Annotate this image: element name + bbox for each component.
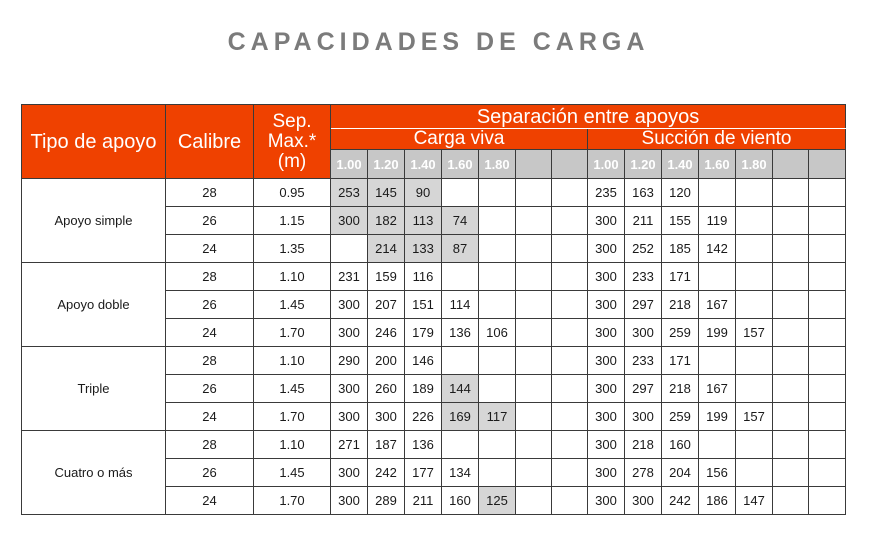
- succion-cell: 300: [588, 403, 625, 431]
- succion-cell: 252: [625, 235, 662, 263]
- succion-cell: 167: [699, 291, 736, 319]
- succion-cell: 204: [662, 459, 699, 487]
- carga-viva-cell: 159: [368, 263, 405, 291]
- tipo-de-apoyo-cell: Apoyo doble: [22, 263, 166, 347]
- sub-header-cell: [552, 150, 588, 179]
- header-tipo-de-apoyo: Tipo de apoyo: [22, 105, 166, 179]
- succion-cell: 120: [662, 179, 699, 207]
- carga-viva-cell: [442, 179, 479, 207]
- succion-cell: [809, 263, 846, 291]
- load-capacity-table: [21, 104, 846, 515]
- succion-cell: 300: [625, 319, 662, 347]
- calibre-cell: 26: [166, 375, 254, 403]
- carga-viva-cell: [516, 431, 552, 459]
- succion-cell: 300: [625, 487, 662, 515]
- table-header: [22, 105, 846, 179]
- calibre-cell: 28: [166, 263, 254, 291]
- carga-viva-cell: [516, 179, 552, 207]
- calibre-cell: 28: [166, 431, 254, 459]
- carga-viva-cell: 300: [331, 291, 368, 319]
- carga-viva-cell: [552, 459, 588, 487]
- succion-cell: [773, 375, 809, 403]
- sub-header-cell: 1.20: [625, 150, 662, 179]
- succion-cell: 300: [588, 235, 625, 263]
- calibre-cell: 28: [166, 347, 254, 375]
- header-sep-max-line3: (m): [277, 150, 307, 172]
- calibre-cell: 28: [166, 179, 254, 207]
- succion-cell: [699, 263, 736, 291]
- sub-header-cell: 1.00: [331, 150, 368, 179]
- carga-viva-cell: [479, 291, 516, 319]
- carga-viva-cell: [552, 487, 588, 515]
- carga-viva-cell: 300: [331, 403, 368, 431]
- carga-viva-cell: [516, 319, 552, 347]
- carga-viva-cell: 146: [405, 347, 442, 375]
- page-title: CAPACIDADES DE CARGA: [227, 28, 650, 56]
- sub-header-cell: 1.60: [442, 150, 479, 179]
- carga-viva-cell: 300: [331, 207, 368, 235]
- succion-cell: 233: [625, 263, 662, 291]
- carga-viva-cell: 300: [331, 319, 368, 347]
- table-row: [22, 263, 846, 291]
- succion-cell: 157: [736, 403, 773, 431]
- sub-header-cell: 1.40: [405, 150, 442, 179]
- sep-max-cell: 1.10: [254, 347, 331, 375]
- calibre-cell: 26: [166, 291, 254, 319]
- calibre-cell: 26: [166, 459, 254, 487]
- succion-cell: 147: [736, 487, 773, 515]
- sep-max-cell: 1.70: [254, 403, 331, 431]
- carga-viva-cell: [516, 291, 552, 319]
- succion-cell: 185: [662, 235, 699, 263]
- succion-cell: [773, 291, 809, 319]
- carga-viva-cell: 116: [405, 263, 442, 291]
- carga-viva-cell: 125: [479, 487, 516, 515]
- carga-viva-cell: [552, 291, 588, 319]
- sep-max-cell: 1.35: [254, 235, 331, 263]
- carga-viva-cell: [479, 375, 516, 403]
- sep-max-cell: 1.45: [254, 459, 331, 487]
- succion-cell: [736, 375, 773, 403]
- tipo-de-apoyo-cell: Cuatro o más: [22, 431, 166, 515]
- succion-cell: [736, 263, 773, 291]
- table-row: [22, 179, 846, 207]
- succion-cell: 242: [662, 487, 699, 515]
- succion-cell: [736, 459, 773, 487]
- succion-cell: 142: [699, 235, 736, 263]
- succion-cell: [736, 207, 773, 235]
- succion-cell: [736, 235, 773, 263]
- succion-cell: 199: [699, 403, 736, 431]
- carga-viva-cell: [516, 207, 552, 235]
- carga-viva-cell: 136: [405, 431, 442, 459]
- succion-cell: [773, 431, 809, 459]
- carga-viva-cell: [552, 375, 588, 403]
- table-body: [22, 179, 846, 515]
- carga-viva-cell: 231: [331, 263, 368, 291]
- carga-viva-cell: 253: [331, 179, 368, 207]
- succion-cell: [773, 207, 809, 235]
- table-row: [22, 431, 846, 459]
- succion-cell: [809, 431, 846, 459]
- calibre-cell: 26: [166, 207, 254, 235]
- succion-cell: [809, 487, 846, 515]
- sub-header-cell: [516, 150, 552, 179]
- carga-viva-cell: [442, 263, 479, 291]
- carga-viva-cell: [479, 179, 516, 207]
- carga-viva-cell: [516, 403, 552, 431]
- tipo-de-apoyo-cell: Triple: [22, 347, 166, 431]
- carga-viva-cell: [479, 459, 516, 487]
- sep-max-cell: 0.95: [254, 179, 331, 207]
- succion-cell: [736, 347, 773, 375]
- carga-viva-cell: [552, 403, 588, 431]
- carga-viva-cell: 246: [368, 319, 405, 347]
- sub-header-cell: 1.80: [479, 150, 516, 179]
- carga-viva-cell: 187: [368, 431, 405, 459]
- carga-viva-cell: 169: [442, 403, 479, 431]
- header-carga-viva: Carga viva: [331, 129, 588, 150]
- header-separacion: Separación entre apoyos: [331, 105, 846, 129]
- succion-cell: 156: [699, 459, 736, 487]
- carga-viva-cell: [479, 347, 516, 375]
- calibre-cell: 24: [166, 235, 254, 263]
- succion-cell: 297: [625, 291, 662, 319]
- tipo-de-apoyo-cell: Apoyo simple: [22, 179, 166, 263]
- carga-viva-cell: 300: [331, 459, 368, 487]
- succion-cell: 155: [662, 207, 699, 235]
- succion-cell: 300: [588, 207, 625, 235]
- succion-cell: [736, 291, 773, 319]
- succion-cell: [773, 179, 809, 207]
- succion-cell: [809, 235, 846, 263]
- carga-viva-cell: 136: [442, 319, 479, 347]
- succion-cell: 300: [588, 291, 625, 319]
- carga-viva-cell: 145: [368, 179, 405, 207]
- carga-viva-cell: 133: [405, 235, 442, 263]
- succion-cell: 300: [588, 431, 625, 459]
- succion-cell: [699, 347, 736, 375]
- carga-viva-cell: 189: [405, 375, 442, 403]
- carga-viva-cell: [552, 431, 588, 459]
- succion-cell: 218: [662, 375, 699, 403]
- carga-viva-cell: 289: [368, 487, 405, 515]
- carga-viva-cell: [552, 347, 588, 375]
- carga-viva-cell: 87: [442, 235, 479, 263]
- sep-max-cell: 1.45: [254, 291, 331, 319]
- succion-cell: [736, 431, 773, 459]
- carga-viva-cell: 151: [405, 291, 442, 319]
- succion-cell: 300: [588, 459, 625, 487]
- sub-header-cell: 1.80: [736, 150, 773, 179]
- carga-viva-cell: [479, 263, 516, 291]
- succion-cell: 119: [699, 207, 736, 235]
- sep-max-cell: 1.45: [254, 375, 331, 403]
- succion-cell: 278: [625, 459, 662, 487]
- carga-viva-cell: 182: [368, 207, 405, 235]
- succion-cell: 218: [662, 291, 699, 319]
- succion-cell: [809, 207, 846, 235]
- carga-viva-cell: 117: [479, 403, 516, 431]
- sub-header-cell: 1.60: [699, 150, 736, 179]
- carga-viva-cell: 200: [368, 347, 405, 375]
- carga-viva-cell: 113: [405, 207, 442, 235]
- carga-viva-cell: 177: [405, 459, 442, 487]
- carga-viva-cell: [516, 375, 552, 403]
- carga-viva-cell: 90: [405, 179, 442, 207]
- carga-viva-cell: [552, 207, 588, 235]
- calibre-cell: 24: [166, 487, 254, 515]
- carga-viva-cell: 211: [405, 487, 442, 515]
- sub-header-cell: [809, 150, 846, 179]
- sub-header-cell: 1.40: [662, 150, 699, 179]
- succion-cell: 259: [662, 319, 699, 347]
- carga-viva-cell: 290: [331, 347, 368, 375]
- succion-cell: 300: [588, 263, 625, 291]
- sep-max-cell: 1.70: [254, 487, 331, 515]
- calibre-cell: 24: [166, 319, 254, 347]
- carga-viva-cell: 260: [368, 375, 405, 403]
- succion-cell: [773, 487, 809, 515]
- succion-cell: 163: [625, 179, 662, 207]
- succion-cell: [699, 431, 736, 459]
- carga-viva-cell: [516, 487, 552, 515]
- carga-viva-cell: 114: [442, 291, 479, 319]
- header-sep-max: [254, 105, 331, 179]
- succion-cell: 233: [625, 347, 662, 375]
- succion-cell: 199: [699, 319, 736, 347]
- carga-viva-cell: 144: [442, 375, 479, 403]
- sep-max-cell: 1.70: [254, 319, 331, 347]
- succion-cell: [809, 319, 846, 347]
- succion-cell: 157: [736, 319, 773, 347]
- carga-viva-cell: 300: [368, 403, 405, 431]
- carga-viva-cell: [479, 207, 516, 235]
- carga-viva-cell: 106: [479, 319, 516, 347]
- carga-viva-cell: [552, 235, 588, 263]
- carga-viva-cell: [479, 235, 516, 263]
- succion-cell: [809, 291, 846, 319]
- carga-viva-cell: [516, 235, 552, 263]
- carga-viva-cell: 134: [442, 459, 479, 487]
- succion-cell: [773, 235, 809, 263]
- succion-cell: [699, 179, 736, 207]
- header-succion-de-viento: Succión de viento: [588, 129, 846, 150]
- carga-viva-cell: [516, 459, 552, 487]
- succion-cell: 171: [662, 347, 699, 375]
- carga-viva-cell: [552, 179, 588, 207]
- succion-cell: [809, 459, 846, 487]
- sep-max-cell: 1.15: [254, 207, 331, 235]
- succion-cell: 300: [588, 347, 625, 375]
- succion-cell: 297: [625, 375, 662, 403]
- succion-cell: 300: [588, 487, 625, 515]
- succion-cell: 186: [699, 487, 736, 515]
- carga-viva-cell: [479, 431, 516, 459]
- carga-viva-cell: 74: [442, 207, 479, 235]
- succion-cell: 300: [588, 375, 625, 403]
- succion-cell: [736, 179, 773, 207]
- succion-cell: 300: [625, 403, 662, 431]
- succion-cell: [773, 459, 809, 487]
- table-row: [22, 347, 846, 375]
- carga-viva-cell: 214: [368, 235, 405, 263]
- succion-cell: [773, 347, 809, 375]
- succion-cell: 235: [588, 179, 625, 207]
- sub-header-cell: [773, 150, 809, 179]
- carga-viva-cell: 242: [368, 459, 405, 487]
- sub-header-cell: 1.00: [588, 150, 625, 179]
- succion-cell: 171: [662, 263, 699, 291]
- succion-cell: [809, 347, 846, 375]
- succion-cell: 167: [699, 375, 736, 403]
- succion-cell: [809, 179, 846, 207]
- sub-header-cell: 1.20: [368, 150, 405, 179]
- carga-viva-cell: [516, 347, 552, 375]
- succion-cell: 160: [662, 431, 699, 459]
- succion-cell: [809, 375, 846, 403]
- succion-cell: 218: [625, 431, 662, 459]
- succion-cell: [773, 319, 809, 347]
- carga-viva-cell: [442, 431, 479, 459]
- carga-viva-cell: [442, 347, 479, 375]
- succion-cell: 211: [625, 207, 662, 235]
- carga-viva-cell: [552, 319, 588, 347]
- carga-viva-cell: 160: [442, 487, 479, 515]
- succion-cell: [773, 263, 809, 291]
- carga-viva-cell: [331, 235, 368, 263]
- succion-cell: [809, 403, 846, 431]
- carga-viva-cell: [552, 263, 588, 291]
- carga-viva-cell: 271: [331, 431, 368, 459]
- carga-viva-cell: 179: [405, 319, 442, 347]
- carga-viva-cell: [516, 263, 552, 291]
- carga-viva-cell: 207: [368, 291, 405, 319]
- sep-max-cell: 1.10: [254, 263, 331, 291]
- carga-viva-cell: 300: [331, 487, 368, 515]
- succion-cell: 259: [662, 403, 699, 431]
- sep-max-cell: 1.10: [254, 431, 331, 459]
- header-sep-max-line2: Max.*: [267, 130, 317, 152]
- calibre-cell: 24: [166, 403, 254, 431]
- header-calibre: Calibre: [166, 105, 254, 179]
- carga-viva-cell: 300: [331, 375, 368, 403]
- header-sep-max-line1: Sep.: [272, 110, 312, 132]
- carga-viva-cell: 226: [405, 403, 442, 431]
- succion-cell: 300: [588, 319, 625, 347]
- succion-cell: [773, 403, 809, 431]
